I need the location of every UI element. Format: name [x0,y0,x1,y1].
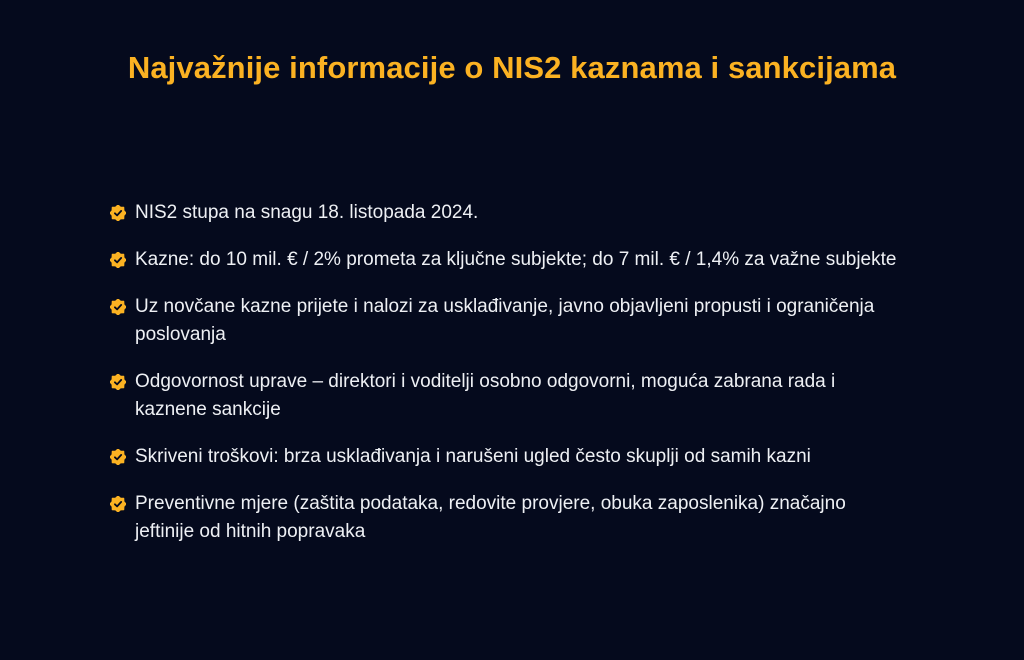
list-item [110,246,910,274]
check-badge-icon [110,374,126,390]
list-item [110,293,910,349]
list-item-text: Preventivne mjere (zaštita podataka, redovite provjere, obuka zaposlenika) značajno jeftinije od hitnih popravaka [135,493,846,542]
list-item-text: NIS2 stupa na snagu 18. listopada 2024. [135,202,479,223]
check-badge-icon [110,205,126,221]
list-item-text: Skriveni troškovi: brza usklađivanja i narušeni ugled često skuplji od samih kazni [135,446,811,467]
info-list [110,199,910,565]
check-badge-icon [110,496,126,512]
list-item [110,443,910,471]
list-item-text: Kazne: do 10 mil. € / 2% prometa za ključne subjekte; do 7 mil. € / 1,4% za važne subjekte [135,249,897,270]
list-item [110,368,910,424]
page-title: Najvažnije informacije o NIS2 kaznama i sankcijama [127,50,897,85]
list-item-text: Uz novčane kazne prijete i nalozi za usklađivanje, javno objavljeni propusti i ograničenja poslovanja [135,296,875,345]
list-item [110,199,910,227]
check-badge-icon [110,252,126,268]
check-badge-icon [110,299,126,315]
check-badge-icon [110,449,126,465]
list-item [110,490,910,546]
list-item-text: Odgovornost uprave – direktori i voditelji osobno odgovorni, moguća zabrana rada i kaznene sankcije [135,371,836,420]
